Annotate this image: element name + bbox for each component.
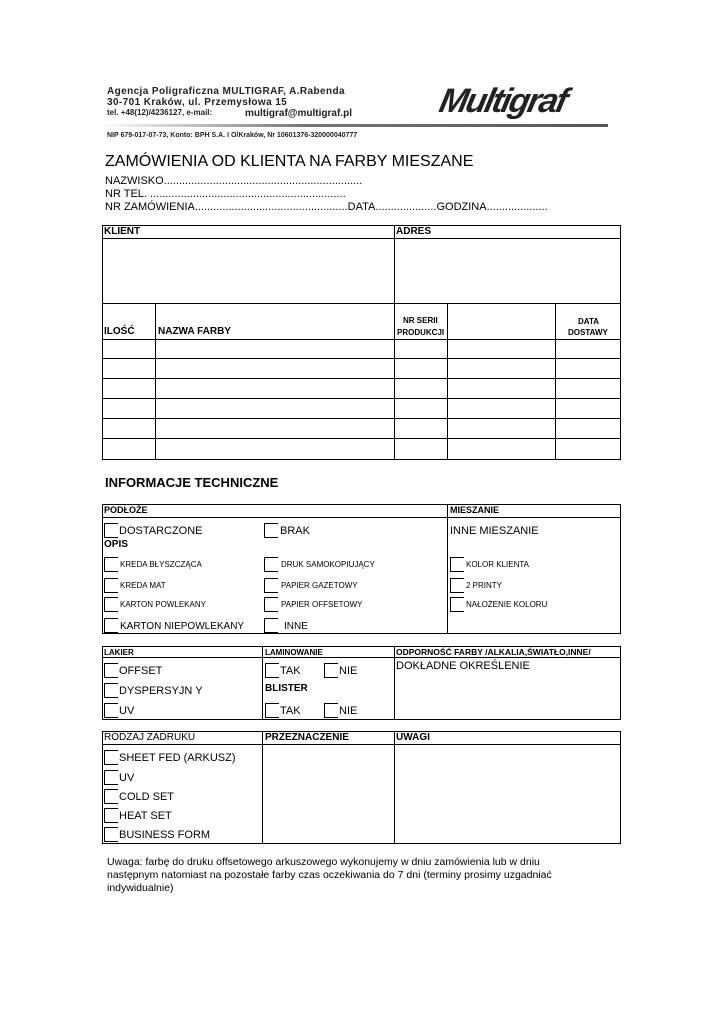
label-offset: OFFSET <box>119 665 163 677</box>
label-kolor-klienta: KOLOR KLIENTA <box>466 560 529 569</box>
header-produkcji: PRODUKCJI <box>397 328 445 337</box>
header-mieszanie: MIESZANIE <box>450 505 500 515</box>
row-line <box>102 339 621 340</box>
header-nazwa-farby: NAZWA FARBY <box>158 326 231 337</box>
col-line <box>394 731 395 844</box>
field-nr-zamowienia[interactable]: NR ZAMÓWIENIA..................................................DATA....................GODZINA.................... <box>105 201 548 213</box>
label-lam-nie: NIE <box>339 665 358 677</box>
label-uv-zadruk: UV <box>119 772 135 784</box>
company-bank: NIP 679-017-07-73, Konto: BPH S.A. I O/Kraków, Nr 10601376-320000040777 <box>107 132 358 139</box>
row-line <box>102 438 621 439</box>
label-karton-powlekany: KARTON POWLEKANY <box>120 600 206 609</box>
checkbox-nalozenie-koloru[interactable] <box>450 597 464 612</box>
checkbox-papier-gazetowy[interactable] <box>264 578 278 593</box>
label-nalozenie-koloru: NAŁOŻENIE KOLORU <box>466 600 548 609</box>
checkbox-karton-niepowlekany[interactable] <box>104 618 118 633</box>
label-opis: OPIS <box>104 539 128 550</box>
checkbox-lam-nie[interactable] <box>324 663 338 678</box>
col-line <box>262 731 263 844</box>
header-laminowanie: LAMINOWANIE <box>265 648 323 657</box>
label-druk-samokopiujacy: DRUK SAMOKOPIUJĄCY <box>281 560 375 569</box>
label-kreda-blyszczaca: KREDA BŁYSZCZĄCA <box>120 560 202 569</box>
label-brak: BRAK <box>280 525 310 537</box>
col-line <box>155 303 156 460</box>
label-dokladne-okreslenie: DOKŁADNE OKREŚLENIE <box>396 660 530 672</box>
label-blister-nie: NIE <box>339 705 358 717</box>
checkbox-uv-zadruk[interactable] <box>104 770 118 785</box>
row-line <box>102 744 621 745</box>
header-rule <box>100 124 608 127</box>
order-table-border <box>102 225 621 460</box>
col-line <box>262 646 263 720</box>
zadruk-border <box>102 731 621 844</box>
label-inne: INNE <box>284 621 308 632</box>
checkbox-dostarczone[interactable] <box>104 523 118 538</box>
row-line <box>102 238 621 239</box>
checkbox-inne[interactable] <box>264 618 278 633</box>
checkbox-cold-set[interactable] <box>104 789 118 804</box>
note-line-3: indywidualnie) <box>107 882 174 894</box>
checkbox-papier-offsetowy[interactable] <box>264 597 278 612</box>
checkbox-blister-tak[interactable] <box>265 703 279 718</box>
podloze-border <box>102 504 621 634</box>
row-line <box>102 657 621 658</box>
col-line <box>447 504 448 634</box>
label-blister-tak: TAK <box>280 705 301 717</box>
page-title: ZAMÓWIENIA OD KLIENTA NA FARBY MIESZANE <box>105 153 474 170</box>
col-line <box>394 646 395 720</box>
checkbox-kolor-klienta[interactable] <box>450 557 464 572</box>
header-dostawy: DOSTAWY <box>568 328 608 337</box>
header-data: DATA <box>578 317 600 326</box>
checkbox-heat-set[interactable] <box>104 808 118 823</box>
checkbox-kreda-mat[interactable] <box>104 578 118 593</box>
row-line <box>102 517 621 518</box>
header-podloze: PODŁOŻE <box>104 505 148 515</box>
label-sheet-fed: SHEET FED (ARKUSZ) <box>119 752 236 764</box>
label-2-printy: 2 PRINTY <box>466 581 503 590</box>
checkbox-druk-samokopiujacy[interactable] <box>264 557 278 572</box>
header-klient: KLIENT <box>104 226 141 237</box>
col-line <box>447 303 448 460</box>
label-uv-lakier: UV <box>119 705 135 717</box>
label-business-form: BUSINESS FORM <box>119 829 211 841</box>
label-papier-offsetowy: PAPIER OFFSETOWY <box>281 600 363 609</box>
row-line <box>102 418 621 419</box>
header-lakier: LAKIER <box>104 648 134 657</box>
row-line <box>102 398 621 399</box>
label-papier-gazetowy: PAPIER GAZETOWY <box>281 581 358 590</box>
checkbox-sheet-fed[interactable] <box>104 750 118 765</box>
header-przeznaczenie: PRZEZNACZENIE <box>265 732 349 743</box>
row-line <box>102 303 621 304</box>
label-inne-mieszanie: INNE MIESZANIE <box>450 525 539 537</box>
col-line <box>394 225 395 460</box>
col-line <box>555 303 556 460</box>
checkbox-lam-tak[interactable] <box>265 663 279 678</box>
header-rodzaj-zadruku: RODZAJ ZADRUKU <box>104 732 196 743</box>
header-odpornosc: ODPORNOŚĆ FARBY /ALKALIA,ŚWIATŁO,INNE/ <box>396 647 591 657</box>
company-name: Agencja Poligraficzna MULTIGRAF, A.Rabenda <box>107 86 345 97</box>
checkbox-2-printy[interactable] <box>450 578 464 593</box>
header-uwagi: UWAGI <box>396 732 430 743</box>
label-blister: BLISTER <box>265 683 308 694</box>
multigraf-logo: Multigraf <box>436 82 570 120</box>
checkbox-uv-lakier[interactable] <box>104 703 118 718</box>
label-karton-niepowlekany: KARTON NIEPOWLEKANY <box>120 621 245 632</box>
checkbox-dyspersyjny[interactable] <box>104 683 118 698</box>
checkbox-blister-nie[interactable] <box>324 703 338 718</box>
field-nr-tel[interactable]: NR TEL. ................................................................ <box>105 188 346 200</box>
note-line-2: następnym natomiast na pozostałe farby czas oczekiwania do 7 dni (terminy prosimy uzgadniać <box>107 869 552 881</box>
company-phone: tel. +48(12)/4236127, e-mail: <box>107 108 213 117</box>
row-line <box>102 378 621 379</box>
label-kreda-mat: KREDA MAT <box>120 581 166 590</box>
checkbox-karton-powlekany[interactable] <box>104 597 118 612</box>
label-dostarczone: DOSTARCZONE <box>119 525 203 537</box>
checkbox-brak[interactable] <box>264 523 278 538</box>
checkbox-business-form[interactable] <box>104 827 118 842</box>
checkbox-kreda-blyszczaca[interactable] <box>104 557 118 572</box>
checkbox-offset[interactable] <box>104 663 118 678</box>
header-adres: ADRES <box>396 226 432 237</box>
tech-section-title: INFORMACJE TECHNICZNE <box>105 475 279 490</box>
field-nazwisko[interactable]: NAZWISKO................................................................. <box>105 175 363 187</box>
label-dyspersyjny: DYSPERSYJN Y <box>119 685 203 697</box>
note-line-1: Uwaga: farbę do druku offsetowego arkuszowego wykonujemy w dniu zamówienia lub w dniu <box>107 856 540 868</box>
label-lam-tak: TAK <box>280 665 301 677</box>
header-nr-serii: NR SERII <box>403 316 438 325</box>
company-email: multigraf@multigraf.pl <box>245 108 352 119</box>
header-ilosc: ILOŚĆ <box>104 326 135 337</box>
label-heat-set: HEAT SET <box>119 810 172 822</box>
company-address: 30-701 Kraków, ul. Przemysłowa 15 <box>107 97 288 108</box>
label-cold-set: COLD SET <box>119 791 175 803</box>
row-line <box>102 358 621 359</box>
